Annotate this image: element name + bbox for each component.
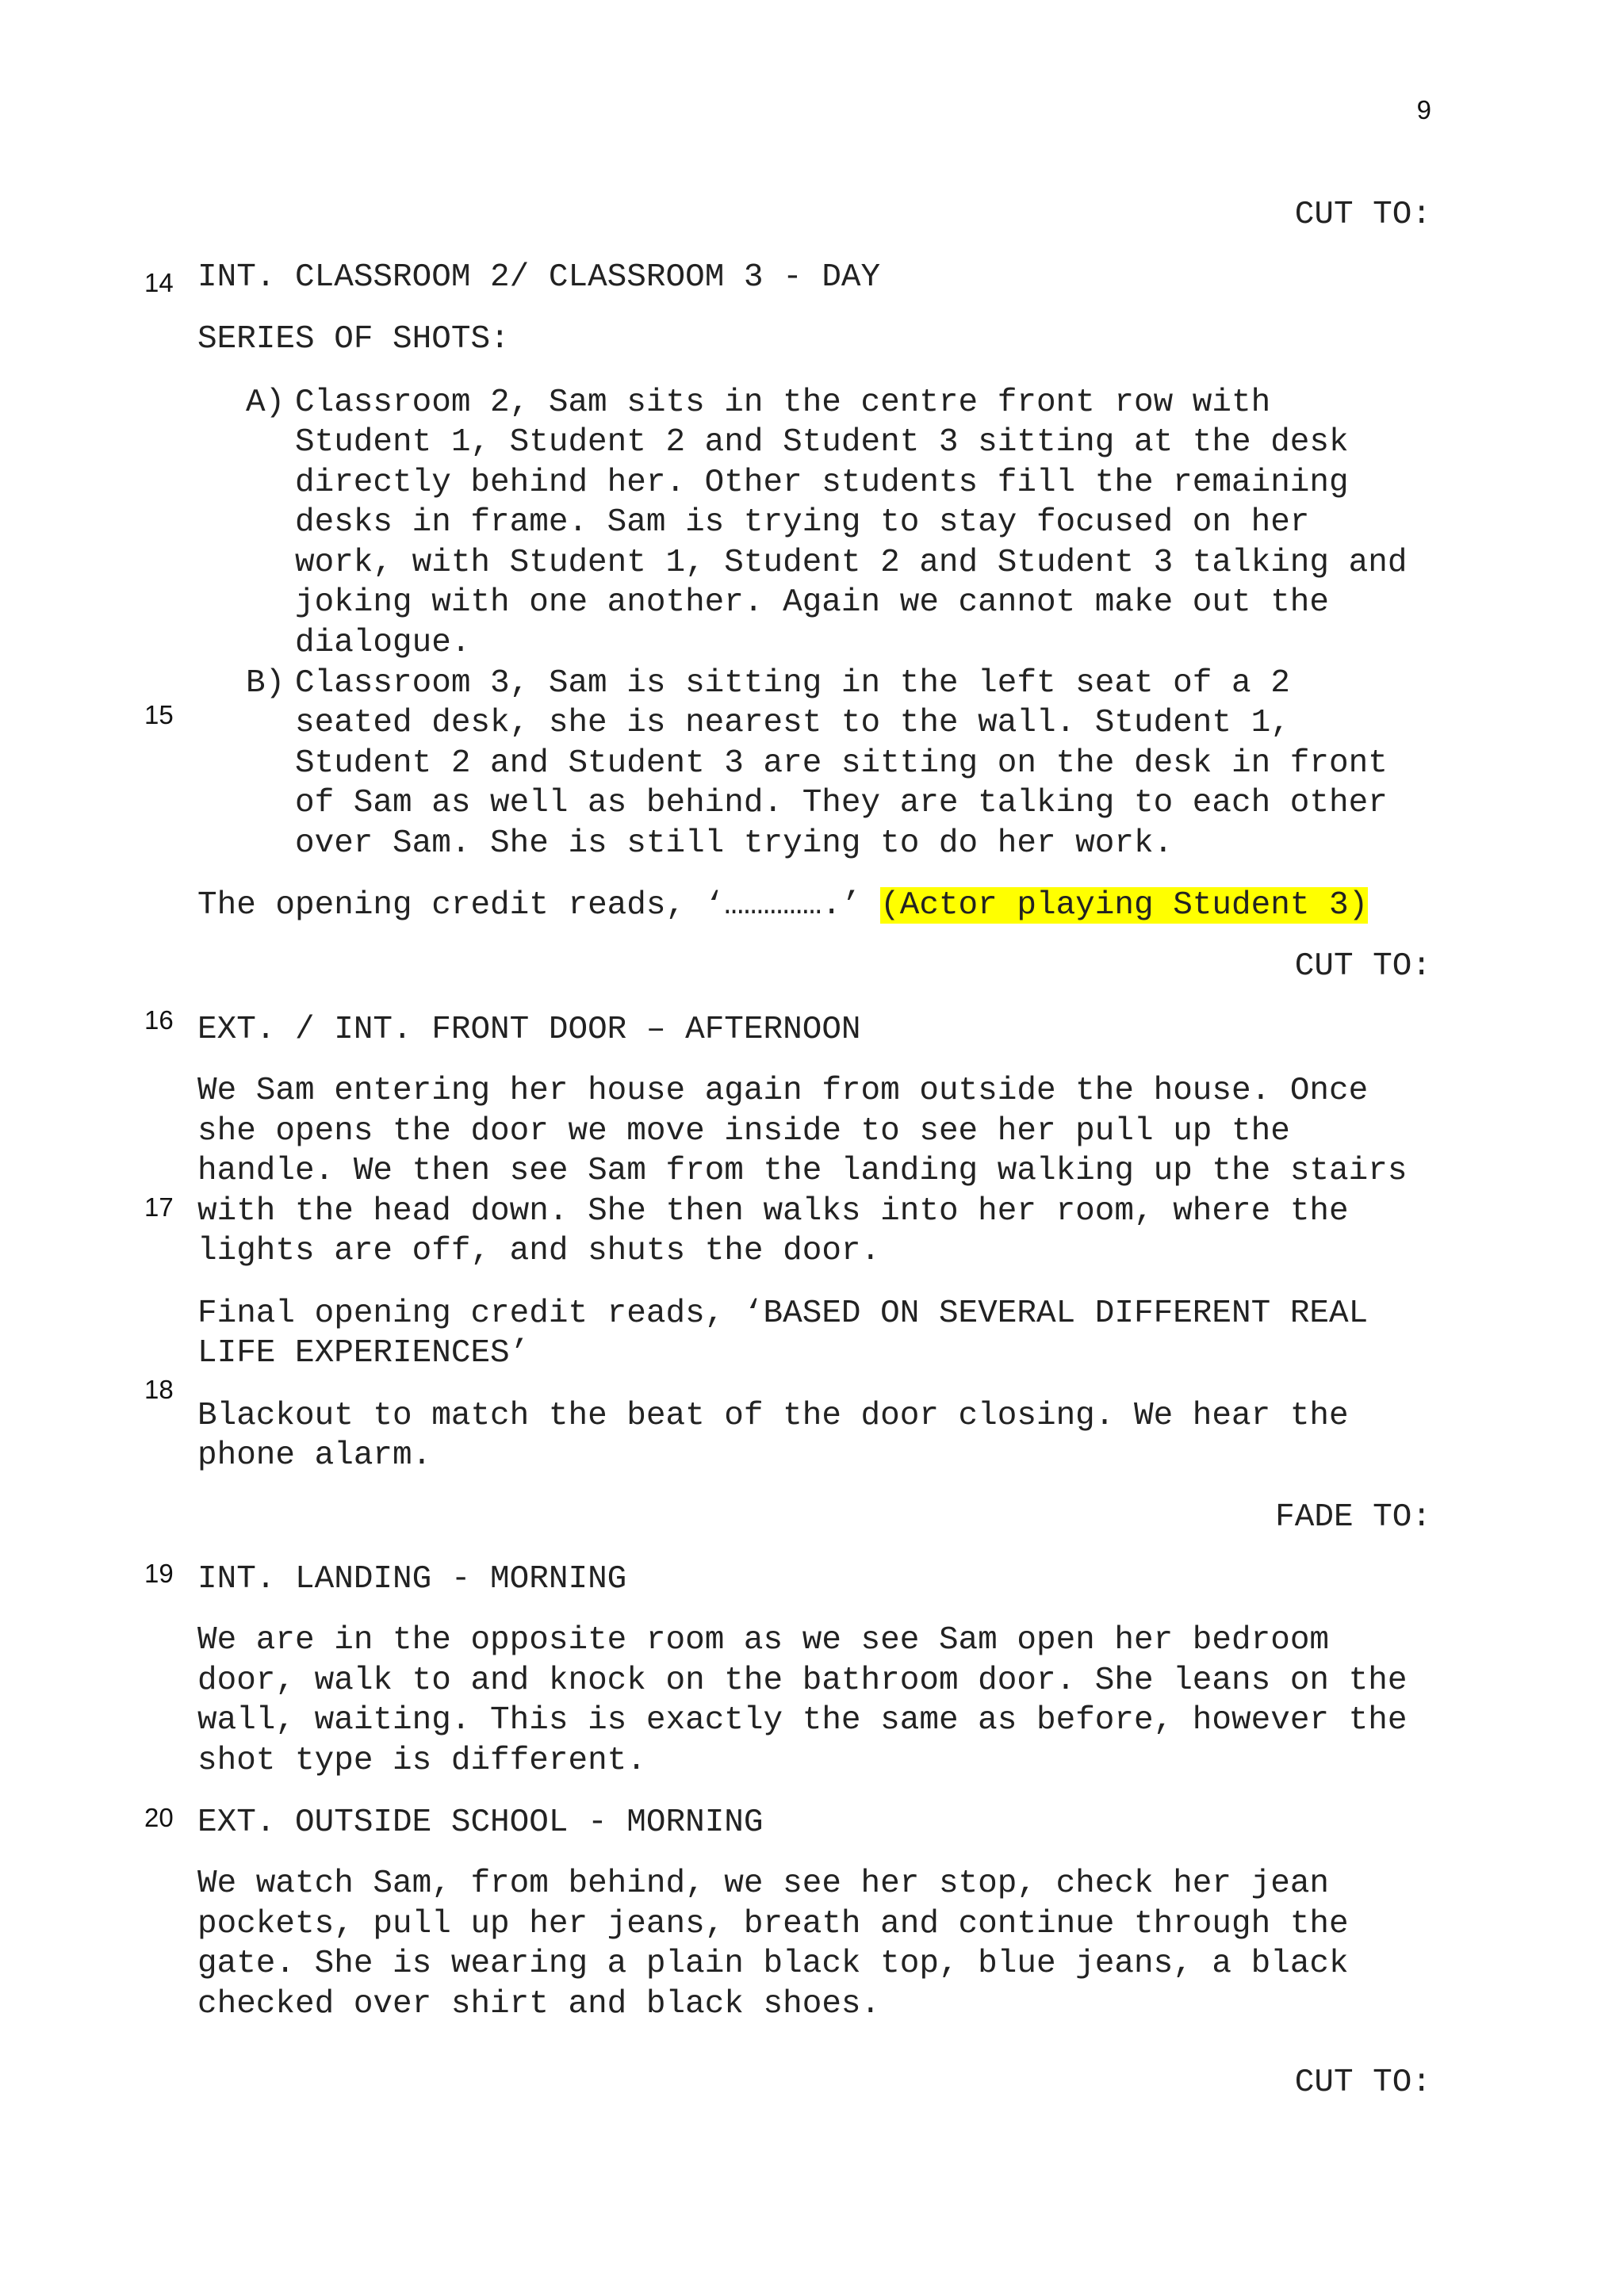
scene-heading: INT. CLASSROOM 2/ CLASSROOM 3 - DAY bbox=[197, 259, 881, 296]
opening-credit-line bbox=[197, 887, 1368, 924]
action-line: gate. She is wearing a plain black top, blue jeans, a black bbox=[197, 1946, 1349, 1982]
action-line: handle. We then see Sam from the landing walking up the stairs bbox=[197, 1153, 1408, 1189]
shot-a-line: desks in frame. Sam is trying to stay focused on her bbox=[295, 504, 1310, 541]
scene-number-19: 19 bbox=[144, 1559, 174, 1588]
scene-number-14: 14 bbox=[144, 268, 174, 297]
shot-b-line: Classroom 3, Sam is sitting in the left seat of a 2 bbox=[295, 665, 1290, 702]
scene-number-15: 15 bbox=[144, 700, 174, 729]
scene-heading: INT. LANDING - MORNING bbox=[197, 1561, 627, 1598]
action-line: We watch Sam, from behind, we see her stop, check her jean bbox=[197, 1866, 1330, 1902]
shot-b-line: over Sam. She is still trying to do her work. bbox=[295, 825, 1174, 862]
shot-b-line: Student 2 and Student 3 are sitting on the desk in front bbox=[295, 745, 1388, 782]
action-line: We are in the opposite room as we see Sam open her bedroom bbox=[197, 1622, 1330, 1659]
series-of-shots-label: SERIES OF SHOTS: bbox=[197, 321, 510, 358]
scene-number-20: 20 bbox=[144, 1803, 174, 1832]
shot-a-line: Student 1, Student 2 and Student 3 sitting at the desk bbox=[295, 424, 1349, 461]
highlighted-credit-note: (Actor playing Student 3) bbox=[880, 887, 1369, 924]
action-line: Final opening credit reads, ‘BASED ON SEVERAL DIFFERENT REAL bbox=[197, 1295, 1369, 1332]
scene-number-17: 17 bbox=[144, 1192, 174, 1222]
shot-b-marker: B) bbox=[246, 665, 285, 702]
action-line: shot type is different. bbox=[197, 1743, 646, 1779]
shot-a-line: joking with one another. Again we cannot make out the bbox=[295, 584, 1330, 621]
transition-cut-to: CUT TO: bbox=[1294, 948, 1431, 985]
action-line: pockets, pull up her jeans, breath and continue through the bbox=[197, 1906, 1349, 1942]
opening-credit-text: The opening credit reads, ‘…………….’ bbox=[197, 887, 881, 924]
shot-a-line: directly behind her. Other students fill the remaining bbox=[295, 465, 1349, 501]
action-line: door, walk to and knock on the bathroom door. She leans on the bbox=[197, 1663, 1408, 1699]
action-line: We Sam entering her house again from outside the house. Once bbox=[197, 1073, 1369, 1109]
action-line: Blackout to match the beat of the door closing. We hear the bbox=[197, 1398, 1349, 1434]
action-line: she opens the door we move inside to see her pull up the bbox=[197, 1113, 1290, 1150]
action-line: lights are off, and shuts the door. bbox=[197, 1233, 881, 1269]
action-line: wall, waiting. This is exactly the same as before, however the bbox=[197, 1702, 1408, 1739]
action-line: LIFE EXPERIENCES’ bbox=[197, 1335, 530, 1372]
shot-a-line: work, with Student 1, Student 2 and Student 3 talking and bbox=[295, 545, 1408, 581]
page-number: 9 bbox=[1416, 95, 1431, 124]
action-line: with the head down. She then walks into her room, where the bbox=[197, 1193, 1349, 1230]
scene-number-18: 18 bbox=[144, 1375, 174, 1404]
transition-cut-to: CUT TO: bbox=[1294, 2064, 1431, 2101]
shot-a-marker: A) bbox=[246, 385, 285, 421]
scene-number-16: 16 bbox=[144, 1005, 174, 1035]
shot-b-line: of Sam as well as behind. They are talking to each other bbox=[295, 785, 1388, 821]
shot-a-line: Classroom 2, Sam sits in the centre front row with bbox=[295, 385, 1271, 421]
shot-a-line: dialogue. bbox=[295, 625, 471, 661]
scene-heading: EXT. / INT. FRONT DOOR – AFTERNOON bbox=[197, 1012, 861, 1048]
transition-cut-to: CUT TO: bbox=[1294, 197, 1431, 233]
shot-b-line: seated desk, she is nearest to the wall. Student 1, bbox=[295, 705, 1290, 741]
transition-fade-to: FADE TO: bbox=[1275, 1499, 1431, 1536]
scene-heading: EXT. OUTSIDE SCHOOL - MORNING bbox=[197, 1804, 764, 1841]
action-line: phone alarm. bbox=[197, 1437, 432, 1474]
action-line: checked over shirt and black shoes. bbox=[197, 1986, 881, 2022]
